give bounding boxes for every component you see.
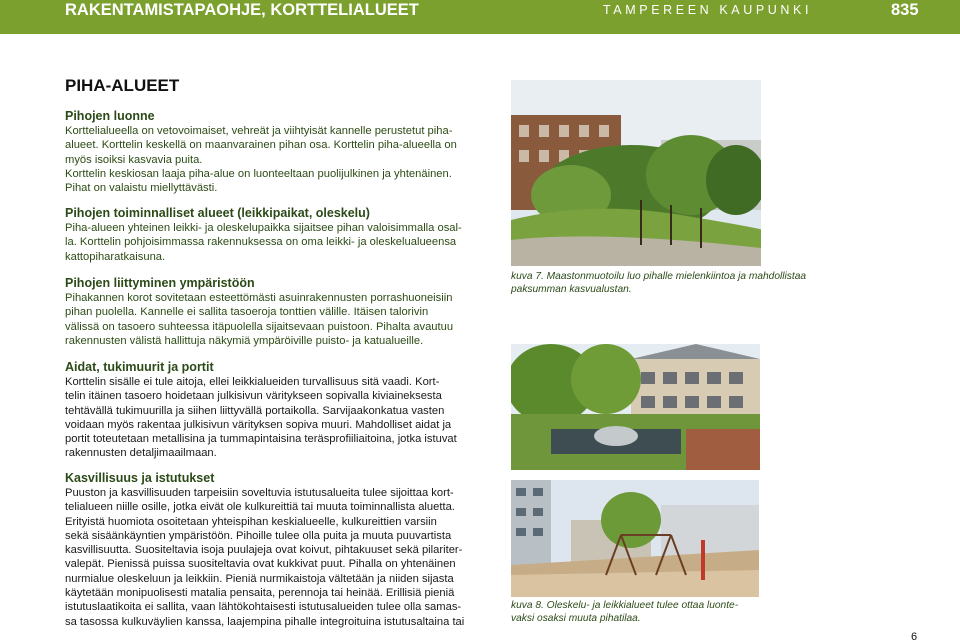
document-title: RAKENTAMISTAPAOHJE, KORTTELIALUEET (65, 1, 419, 19)
page-number: 6 (911, 631, 918, 643)
photo-caption-7: kuva 7. Maastonmuotoilu luo pihalle mielenkiintoa ja mahdollistaa paksumman kasvualustan. (511, 271, 807, 295)
section-title: PIHA-ALUEET (65, 76, 180, 95)
courtyard-buildings-photo (511, 344, 760, 470)
section-text: Pihakannen korot sovitetaan esteettömästi asuinrakennusten porrashuoneisiin pihan puolella. Kannelle ei sallita tasoeroja tonttien välille. Itäisen talorivin välissä on tasoero suhteessa itäpuolella sijaitsevaan puistoon. Pihalta avautuu rakennusten välistä hallittuja näkymiä ympäröiville puisto- ja katualueille. (65, 292, 454, 347)
section-heading: Pihojen luonne (65, 109, 155, 123)
section-kasvillisuus (65, 471, 485, 629)
section-text: Puuston ja kasvillisuuden tarpeisiin soveltuvia istutusalueita tulee sijoittaa kort- telialueen niille osille, jotka eivät ole kulkureittiä tai muuta toiminnallista aluetta. Erityistä huomiota osoitetaan yhteispihan keskialueelle, kulkureittien varsiin sekä sisäänkäyntien ympäristöön. Pihoille tulee olla puita ja muuta puuvartista kasvillisuutta. Suositeltavia isoja puulajeja ovat koivut, pihtakuuset sekä pilariter- valepät. Pienissä puissa suositeltavia ovat kukkivat puut. Pihalla on yhtenäinen nurmialue oleskeluun ja leikkiin. Pieniä nurmikaistoja vältetään ja niiden sijasta käytetään monipuolisesti matalia pensaita, perennoja tai heinää. Erillisiä pieniä istutuslaatikoita ei sallita, vaan lähtökohtaisesti istutusalueiden tulee olla samas- sa tasossa kulkuväylien kanssa, laajempina pihalle integroituina istutusaltaina tai (65, 487, 465, 628)
section-liittyminen (65, 276, 485, 348)
organization-name: TAMPEREEN KAUPUNKI (603, 3, 813, 17)
playground-photo (511, 480, 759, 597)
section-aidat (65, 360, 485, 461)
section-toiminnalliset-alueet (65, 206, 485, 264)
section-heading: Pihojen liittyminen ympäristöön (65, 276, 255, 290)
section-text: Piha-alueen yhteinen leikki- ja oleskelupaikka sijaitsee pihan valoisimmalla osal- la. Korttelin pohjoisimmassa rakennuksessa on oma leikki- ja oleskelualueensa kattopiharatkaisuna. (65, 222, 462, 263)
section-heading: Pihojen toiminnalliset alueet (leikkipaikat, oleskelu) (65, 206, 370, 220)
section-text: Korttelialueella on vetovoimaiset, vehreät ja viihtyisät kannelle perustetut piha- alueet. Korttelin keskellä on maanvarainen pihan osa. Korttelin piha-alueella on myös isoiksi kasvavia puita. Korttelin keskiosan laaja piha-alue on luonteeltaan puolijulkinen ja yhtenäinen. Pihat on valaistu miellyttävästi. (65, 125, 457, 195)
section-text: Korttelin sisälle ei tule aitoja, ellei leikkialueiden turvallisuus sitä vaadi. Kort- telin itäinen tasoero hoidetaan julkisivun väritykseen sopivalla kiviaineksesta tehtävällä tukimuurilla ja siihen liittyvällä portaikolla. Sarvijaakonkatua vasten voidaan myös rakentaa julkisivun värityksen sopiva muuri. Mahdolliset aidat ja portit toteutetaan metallisina ja tummapintaisina teräsprofiiliaitoina, jotka istuvat rakennusten detaljimaailmaan. (65, 376, 457, 460)
section-heading: Kasvillisuus ja istutukset (65, 471, 215, 485)
page-header (0, 0, 960, 34)
photo-caption-8: kuva 8. Oleskelu- ja leikkialueet tulee ottaa luonte- vaksi osaksi muuta pihatilaa. (511, 600, 739, 624)
document-number: 835 (891, 1, 919, 19)
section-pihojen-luonne (65, 109, 485, 195)
section-heading: Aidat, tukimuurit ja portit (65, 360, 214, 374)
courtyard-trees-photo (511, 80, 761, 266)
